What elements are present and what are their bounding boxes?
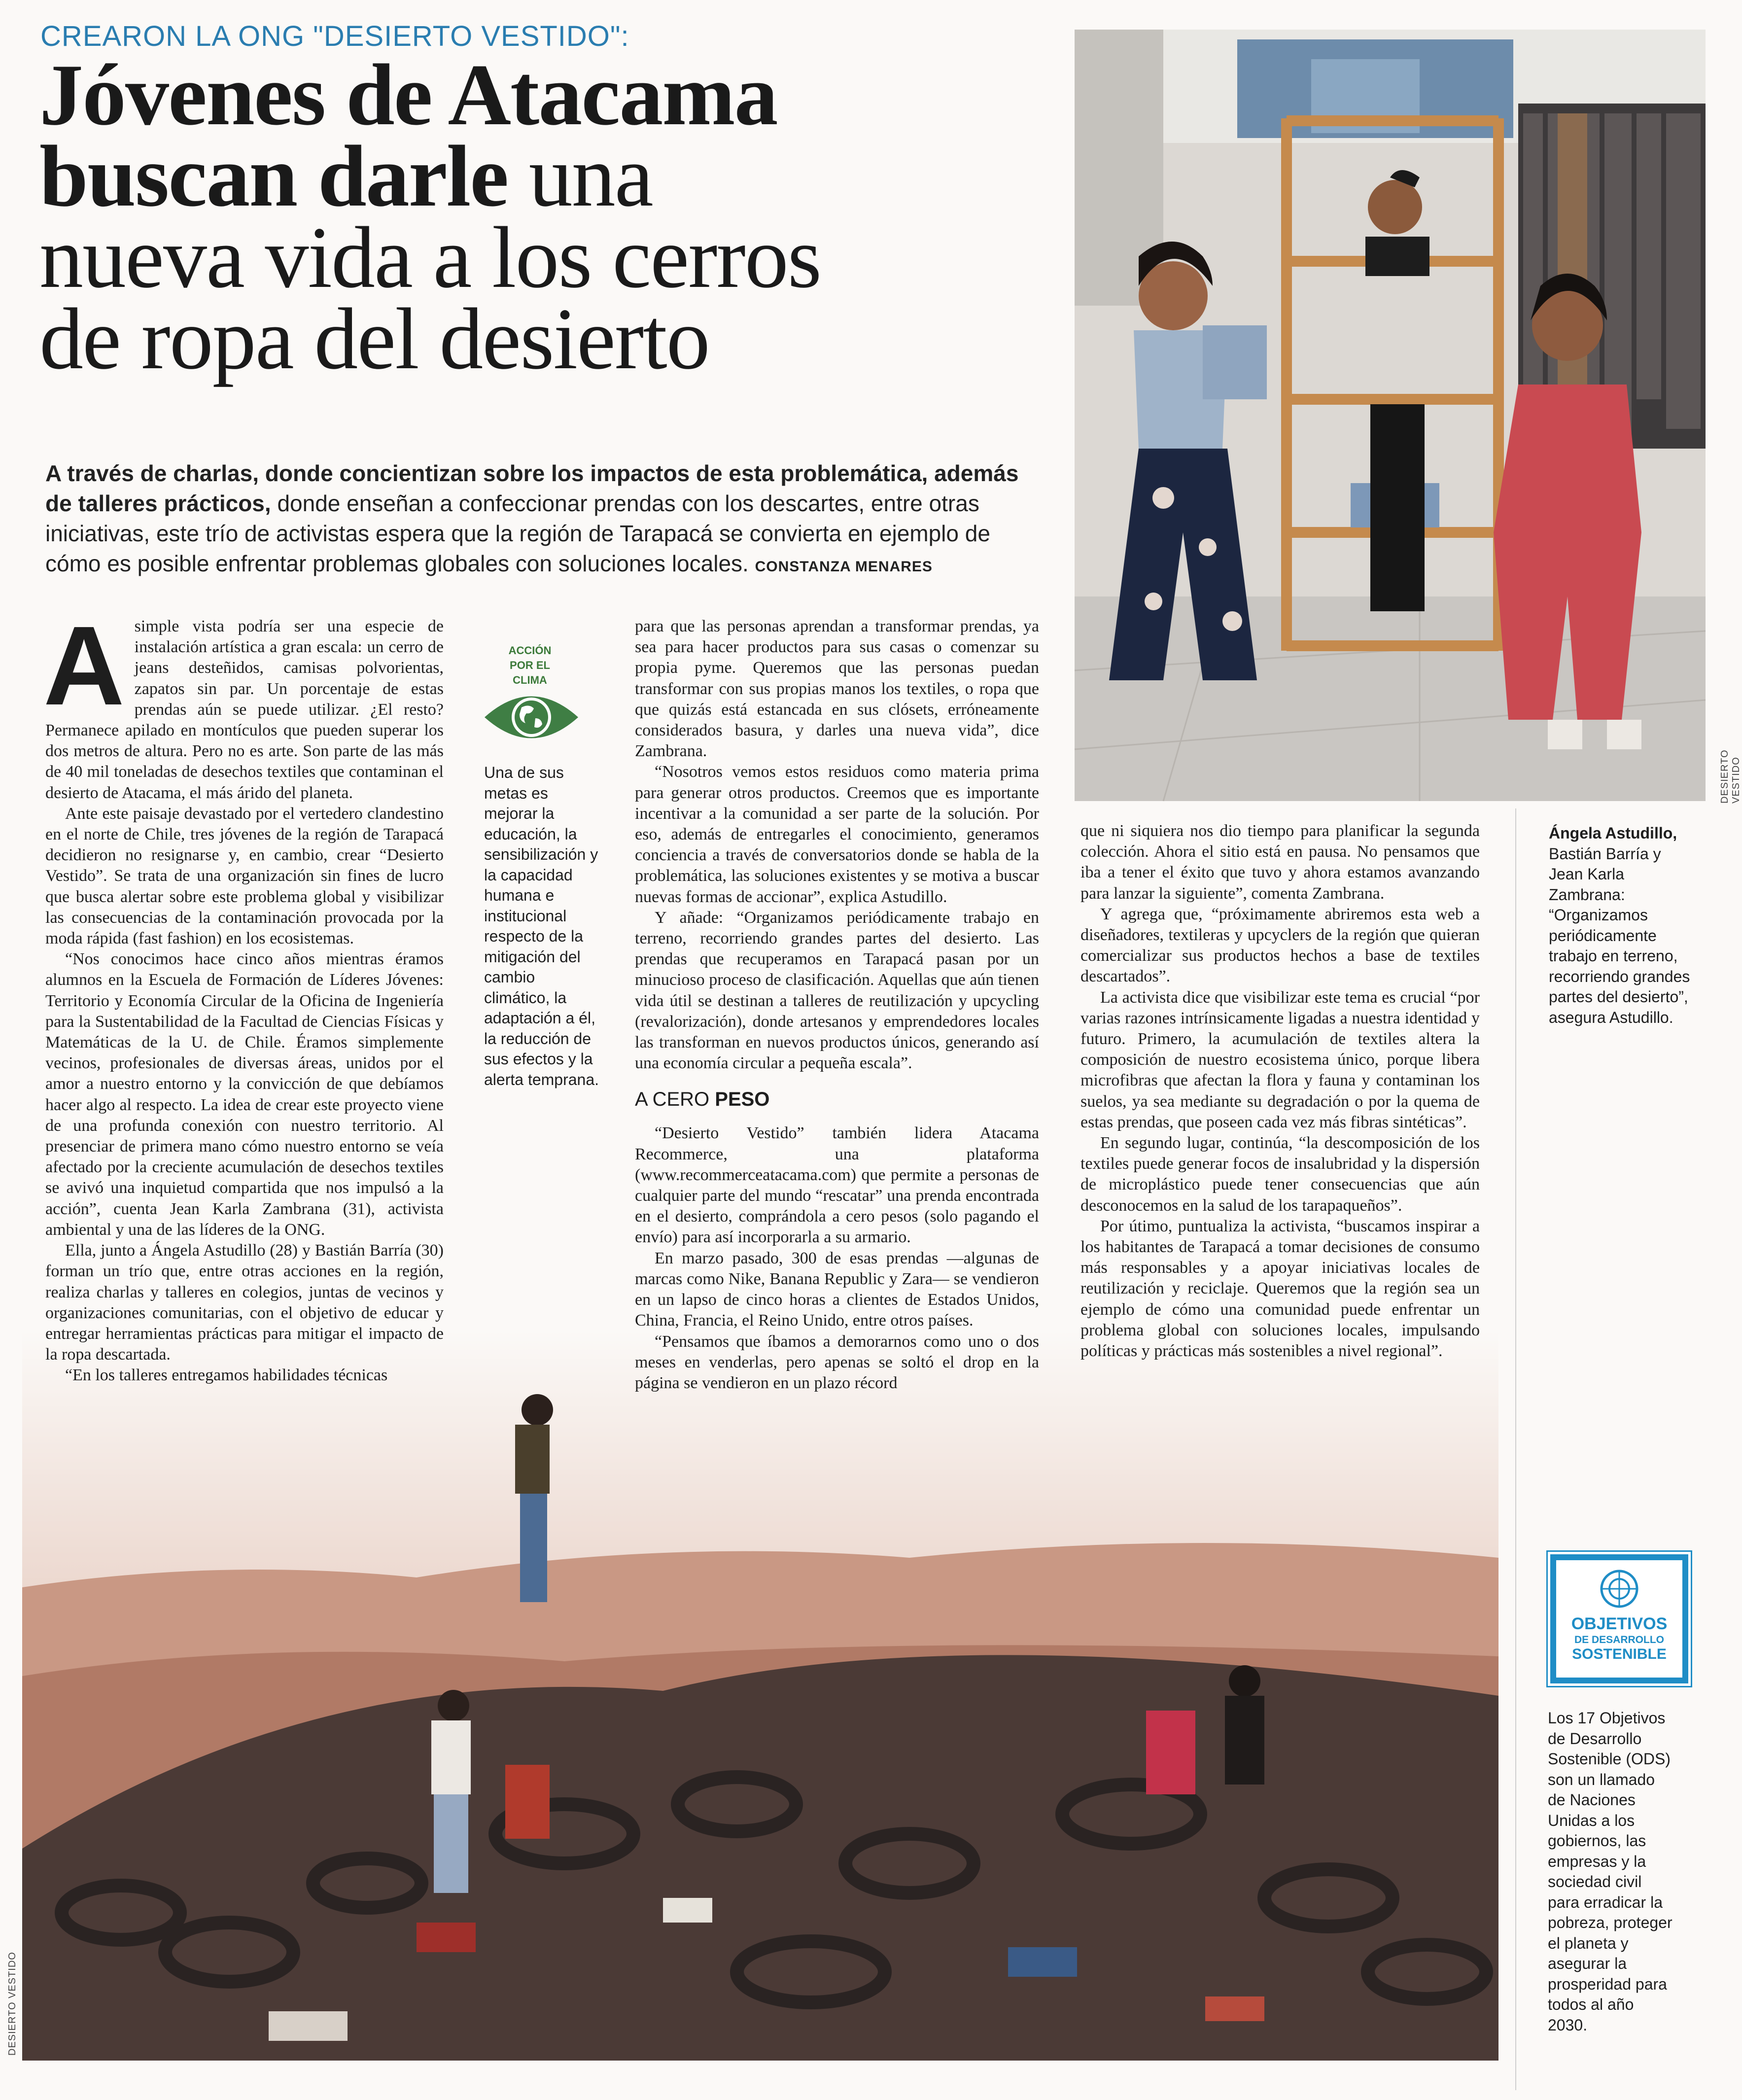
article-column-4: [1080, 821, 1480, 1362]
article-paragraph: “Desierto Vestido” también lidera Atacama Recommerce, una plataforma (www.recommerceatacama.com) que permite a personas de cualquier parte del mundo “rescatar” una prenda encontrada en el desierto, comprándola a cero pesos (solo pagando el envío) para así incorporarla a su armario.: [635, 1124, 1039, 1247]
headline: [39, 46, 1050, 387]
caption-bold: Ángela Astudillo,: [1549, 824, 1677, 842]
headline-bold-1: Jóvenes de Atacama: [39, 46, 777, 143]
article-paragraph: Por útimo, puntualiza la activista, “buscamos inspirar a los habitantes de Tarapacá a tomar decisiones de consumo más responsables y a apoyar iniciativas locales de reutilización y reciclaje. Queremos que la región sea un ejemplo de cómo una comunidad puede enfrentar un problema global con soluciones locales, impulsando políticas y prácticas más sostenibles a nivel regional”.: [1080, 1217, 1480, 1361]
sdg-climate-label: ACCIÓN POR EL CLIMA: [508, 644, 552, 686]
byline: CONSTANZA MENARES: [755, 559, 933, 575]
ods-logo-line-2: DE DESARROLLO: [1574, 1634, 1664, 1645]
caption-regular: Bastián Barría y Jean Karla Zambrana: “Organizamos periódicamente trabajo en terreno, recorriendo grandes partes del desierto”, asegura Astudillo.: [1549, 844, 1690, 1026]
article-paragraph: “En los talleres entregamos habilidades técnicas: [65, 1366, 388, 1385]
article-paragraph: Ante este paisaje devastado por el vertedero clandestino en el norte de Chile, tres jóvenes de la región de Tarapacá decidieron no resignarse y, en cambio, crear “Desierto Vestido”. Se trata de una organización sin fines de lucro que busca alertar sobre este problema global y visibilizar las consecuencias de la contaminación provocada por la moda rápida (fast fashion) en los ecosistemas.: [45, 804, 444, 948]
column-divider: [1515, 808, 1516, 2090]
un-emblem-icon: [1556, 1560, 1682, 1614]
ods-logo: [1548, 1552, 1691, 1686]
section-subhead: A CERO PESO: [635, 1088, 770, 1111]
deck: [45, 458, 1041, 582]
ods-logo-line-3: SOSTENIBLE: [1572, 1646, 1667, 1662]
article-paragraph: “Nosotros vemos estos residuos como materia prima para generar otros productos. Creemos que es importante incentivar a la comunidad a ser parte de la solución. Por eso, además de entregarles el conocimiento, generamos conciencia a través de conversatorios donde se habla de la problemática, las soluciones existentes y se motiva a buscar nuevas formas de accionar”, explica Astudillo.: [635, 763, 1039, 906]
hero-photo-credit: DESIERTO VESTIDO: [1719, 749, 1742, 804]
desert-photo-illustration: [22, 1331, 1498, 2061]
article-paragraph: A simple vista podría ser una especie de instalación artística a gran escala: un cerro de jeans desteñidos, camisas polvorientas, zapatos sin par. Un porcentaje de estas prendas aún se puede utilizar. ¿El resto? Permanece apilado en montículos que pueden superar los dos metros de altura. Pero no es arte. Son parte de las más de 40 mil toneladas de desechos textiles que contaminan el desierto de Atacama, el más árido del planeta.: [43, 603, 444, 802]
article-paragraph: En marzo pasado, 300 de esas prendas —algunas de marcas como Nike, Banana Republic y Zara— se vendieron en un lapso de cinco horas a clientes de Estados Unidos, China, Francia, el Reino Unido, entre otros países.: [635, 1249, 1039, 1330]
article-paragraph: “Pensamos que íbamos a demorarnos como uno o dos meses en venderlas, pero apenas se soltó el drop en la página se vendieron en un plazo récord: [635, 1332, 1039, 1392]
kicker: CREARON LA ONG "DESIERTO VESTIDO":: [40, 20, 629, 52]
ods-description: Los 17 Objetivos de Desarrollo Sostenible (ODS) son un llamado de Naciones Unidas a los gobiernos, las empresas y la sociedad civil para erradicar la pobreza, proteger el planeta y asegurar la prosperidad para todos al año 2030.: [1548, 1709, 1672, 2034]
article-paragraph: En segundo lugar, continúa, “la descomposición de los textiles puede generar focos de insalubridad y la dispersión de microplástico puede tener consecuencias que aún desconocemos en la salud de los tarapaqueños”.: [1080, 1134, 1480, 1215]
deck-bold: A través de charlas, donde concientizan sobre los impactos de esta problemática, además de talleres prácticos,: [45, 460, 1019, 516]
hero-photo-illustration: [1075, 30, 1706, 801]
article-paragraph: para que las personas aprendan a transformar prendas, ya sea para hacer productos para sus casas o comenzar su propia pyme. Queremos que las personas puedan transformar con sus propias manos los textiles, o ropa que que quizás está estancada en sus clósets, erróneamente considerados basura, y darles una nueva vida”, dice Zambrana.: [635, 617, 1039, 761]
headline-bold-2: buscan darle: [39, 127, 508, 225]
ods-logo-inner: [1556, 1560, 1682, 1678]
photo-caption: [1549, 823, 1697, 1028]
headline-regular-3: de ropa del desierto: [39, 290, 709, 387]
article-paragraph: Ella, junto a Ángela Astudillo (28) y Bastián Barría (30) forman un trío que, entre otras acciones en la región, realiza charlas y talleres en colegios, juntas de vecinos y organizaciones comunitarias, con el objetivo de educar y entregar herramientas prácticas para mitigar el impacto de la ropa descartada.: [45, 1241, 444, 1364]
article-paragraph: Y agrega que, “próximamente abriremos esta web a diseñadores, textileras y upcyclers de la región que quieran comercializar sus productos hechos a base de textiles descartados”.: [1080, 905, 1480, 986]
drop-cap: A: [43, 603, 125, 729]
article-paragraph: Y añade: “Organizamos periódicamente trabajo en terreno, recorriendo grandes partes del desierto. Las prendas que recuperamos en Tarapacá pasan por un minucioso proceso de clasificación. Aquellas que aún tienen vida útil se destinan a talleres de reutilización y upcycling (revalorización), donde artesanos y emprendedores locales las transforman en nuevos productos únicos, generando así una economía circular a pequeña escala”.: [635, 908, 1039, 1073]
article-paragraph: La activista dice que visibilizar este tema es crucial “por varias razones intrínsicamente ligadas a nuestra identidad y futuro. Primero, la acumulación de textiles altera la composición de nuestro ecosistema único, porque libera microfibras que afectan la flora y fauna y contaminan los suelos, ya sea mediante su degradación o por la quema de estas prendas, que poseen cada vez más fibras sintéticas”.: [1080, 988, 1480, 1131]
desert-photo-credit: DESIERTO VESTIDO: [7, 1952, 18, 2056]
deck-regular: donde enseñan a confeccionar prendas con los descartes, entre otras iniciativas, este trío de activistas espera que la región de Tarapacá se convierta en ejemplo de cómo es posible enfrentar problemas globales con soluciones locales.: [45, 490, 990, 576]
article-column-1: [43, 603, 444, 1386]
sdg-climate-text: Una de sus metas es mejorar la educación, la sensibilización y la capacidad humana e institucional respecto de la mitigación del cambio climático, la adaptación a él, la reducción de sus efectos y la alerta temprana.: [484, 764, 599, 1088]
desert-photo: [22, 1331, 1498, 2061]
eye-globe-icon: [482, 688, 581, 747]
article-paragraph: “Nos conocimos hace cinco años mientras éramos alumnos en la Escuela de Formación de Líderes Jóvenes: Territorio y Economía Circular de la Oficina de Ingeniería para la Sustentabilidad de la Facultad de Ciencias Físicas y Matemáticas de la U. de Chile. Éramos simplemente vecinos, profesionales de diversas áreas, unidos por el amor a nuestro entorno y la convicción de que debíamos hacer algo al respecto. La idea de crear este proyecto viene de una profunda conexión con nuestro territorio. Al presenciar de primera mano cómo nuestro entorno se veía afectado por la creciente acumulación de desechos textiles se avivó una inquietud compartida que nos impulsó a la acción”, cuenta Jean Karla Zambrana (31), activista ambiental y una de las líderes de la ONG.: [45, 950, 444, 1239]
article-column-3: [635, 616, 1039, 1394]
article-paragraph: que ni siquiera nos dio tiempo para planificar la segunda colección. Ahora el sitio está en pausa. No pensamos que iba a tener el éxito que tuvo y ahora estamos avanzando para lanzar la siguiente”, comenta Zambrana.: [1080, 822, 1480, 903]
headline-regular-1: una: [508, 127, 653, 225]
headline-regular-2: nueva vida a los cerros: [39, 209, 821, 306]
hero-photo: [1075, 30, 1706, 801]
ods-logo-line-1: OBJETIVOS: [1571, 1614, 1668, 1633]
